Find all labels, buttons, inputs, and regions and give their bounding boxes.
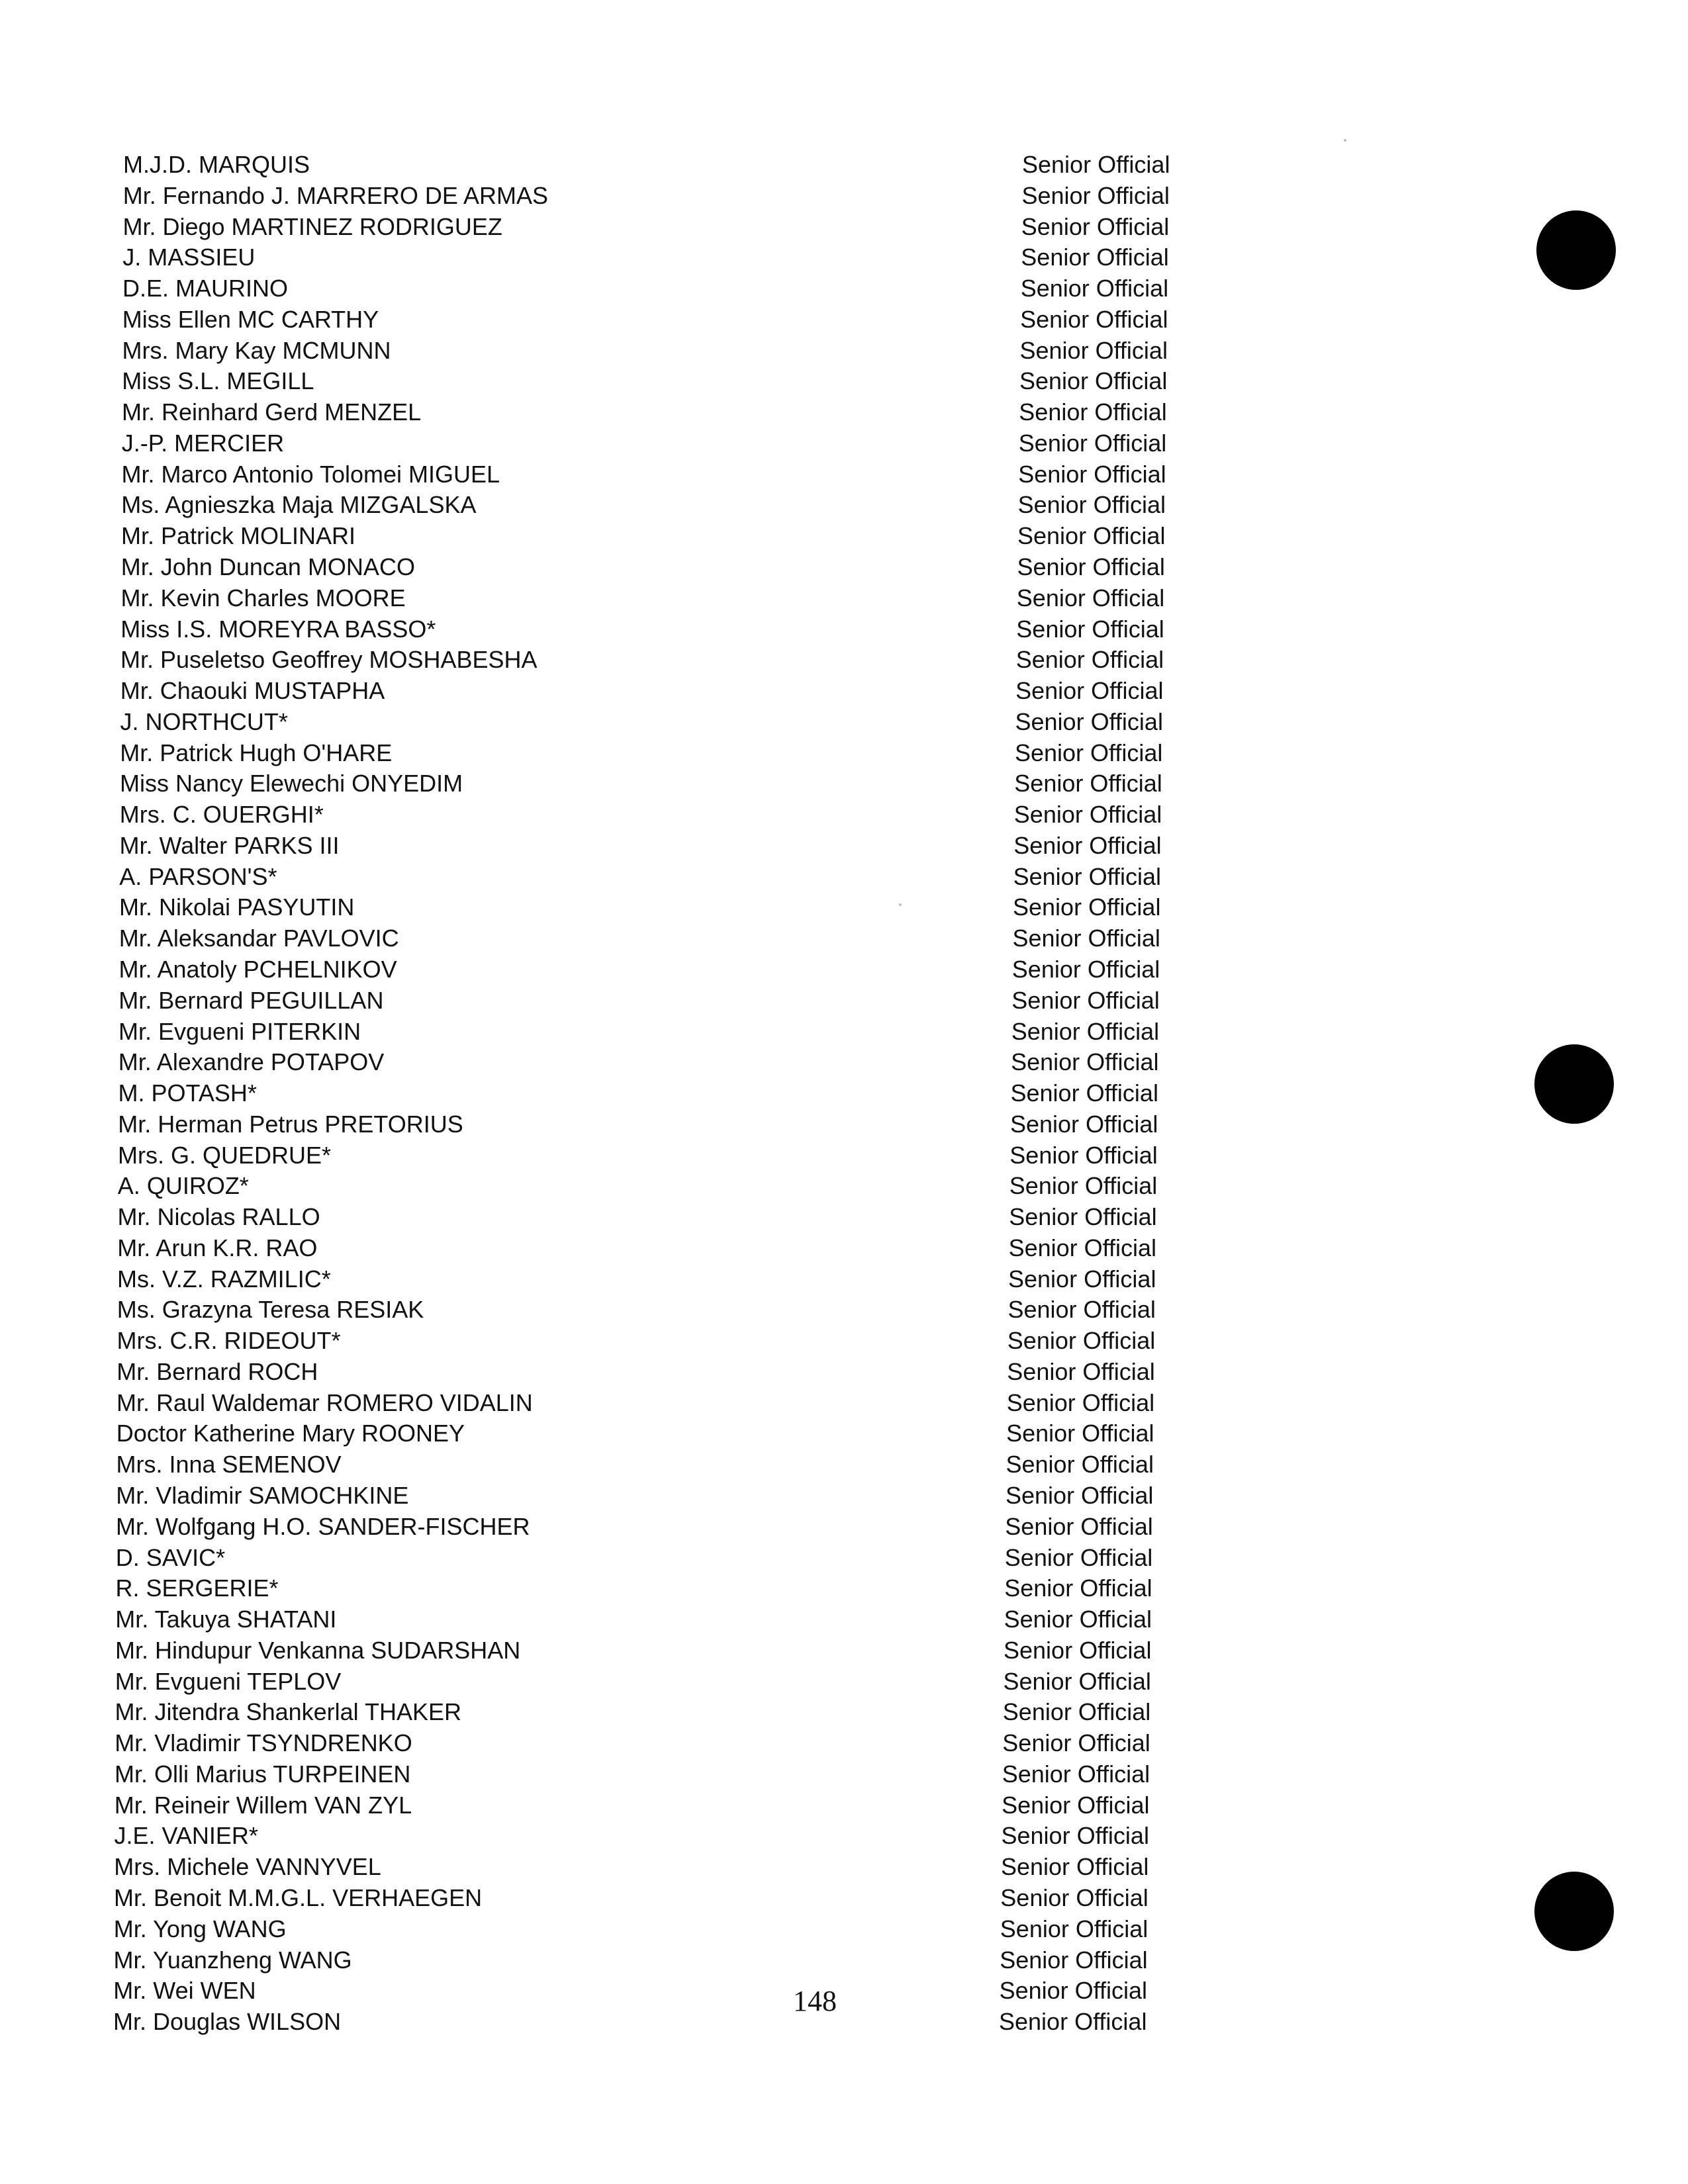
person-name: Mr. Bernard ROCH bbox=[117, 1357, 318, 1385]
person-name: Ms. V.Z. RAZMILIC* bbox=[117, 1265, 331, 1293]
punch-hole-top bbox=[1536, 210, 1616, 290]
person-title: Senior Official bbox=[1000, 1915, 1149, 1942]
person-title: Senior Official bbox=[1011, 986, 1160, 1014]
person-name: D.E. MAURINO bbox=[122, 275, 289, 302]
person-name: Mr. Bernard PEGUILLAN bbox=[118, 986, 384, 1014]
roster-row bbox=[119, 892, 1244, 923]
scan-speck bbox=[1344, 139, 1346, 142]
roster-row bbox=[117, 1295, 1243, 1325]
person-name: D. SAVIC* bbox=[115, 1543, 226, 1571]
punch-hole-middle bbox=[1534, 1044, 1614, 1124]
person-name: Ms. Agnieszka Maja MIZGALSKA bbox=[121, 491, 477, 519]
roster-row bbox=[119, 862, 1244, 892]
person-name: Mr. Chaouki MUSTAPHA bbox=[120, 677, 385, 704]
person-title: Senior Official bbox=[1011, 955, 1160, 983]
person-name: Mr. Nikolai PASYUTIN bbox=[119, 893, 355, 921]
roster-row bbox=[118, 1171, 1243, 1201]
person-name: Mr. Yuanzheng WANG bbox=[113, 1946, 352, 1974]
person-name: Ms. Grazyna Teresa RESIAK bbox=[117, 1296, 424, 1324]
person-name: Mr. Marco Antonio Tolomei MIGUEL bbox=[121, 460, 500, 488]
person-name: Mr. Wolfgang H.O. SANDER-FISCHER bbox=[116, 1512, 530, 1540]
person-title: Senior Official bbox=[1018, 460, 1166, 488]
person-title: Senior Official bbox=[1005, 1482, 1154, 1509]
roster-row bbox=[115, 1759, 1240, 1790]
person-title: Senior Official bbox=[1021, 212, 1170, 240]
person-name: J. NORTHCUT* bbox=[120, 707, 288, 735]
roster-row bbox=[120, 707, 1246, 737]
roster-row bbox=[122, 397, 1247, 428]
person-name: J.-P. MERCIER bbox=[121, 429, 285, 457]
person-title: Senior Official bbox=[1012, 925, 1160, 952]
person-name: Mr. Diego MARTINEZ RODRIGUEZ bbox=[122, 212, 502, 240]
person-name: A. QUIROZ* bbox=[117, 1172, 249, 1200]
person-title: Senior Official bbox=[1006, 1388, 1155, 1416]
roster-row bbox=[115, 1728, 1240, 1758]
person-title: Senior Official bbox=[1014, 739, 1163, 766]
person-title: Senior Official bbox=[1001, 1822, 1149, 1850]
roster-row bbox=[117, 1233, 1243, 1263]
roster-row bbox=[120, 768, 1245, 799]
roster-row bbox=[122, 428, 1247, 459]
roster-row bbox=[117, 1357, 1242, 1387]
roster-row bbox=[118, 1109, 1243, 1140]
roster-row bbox=[117, 1449, 1242, 1480]
roster-row bbox=[121, 552, 1246, 582]
person-title: Senior Official bbox=[1013, 801, 1162, 829]
person-name: M.J.D. MARQUIS bbox=[123, 151, 310, 178]
person-name: Mrs. Michele VANNYVEL bbox=[114, 1853, 381, 1881]
roster-row bbox=[121, 521, 1246, 551]
roster-row bbox=[115, 1697, 1241, 1727]
person-title: Senior Official bbox=[1017, 491, 1166, 519]
person-name: Mr. Alexandre POTAPOV bbox=[118, 1048, 385, 1076]
person-title: Senior Official bbox=[1004, 1636, 1152, 1664]
roster-row bbox=[122, 336, 1248, 366]
person-name: Mr. Nicolas RALLO bbox=[117, 1203, 320, 1231]
roster-row bbox=[114, 1852, 1239, 1882]
person-title: Senior Official bbox=[1015, 707, 1163, 735]
person-name: Miss Ellen MC CARTHY bbox=[122, 305, 379, 333]
roster-row bbox=[115, 1821, 1240, 1851]
person-title: Senior Official bbox=[1020, 275, 1169, 302]
person-name: Mr. Puseletso Geoffrey MOSHABESHA bbox=[120, 646, 538, 674]
person-title: Senior Official bbox=[1013, 862, 1162, 890]
person-title: Senior Official bbox=[1021, 181, 1170, 209]
person-name: Mr. Wei WEN bbox=[113, 1977, 256, 2005]
roster-row bbox=[122, 273, 1248, 304]
roster-row bbox=[120, 831, 1245, 861]
person-name: Mr. Evgueni PITERKIN bbox=[118, 1017, 361, 1045]
roster-row bbox=[115, 1790, 1240, 1821]
roster-row bbox=[118, 1078, 1244, 1109]
person-title: Senior Official bbox=[1011, 1048, 1159, 1076]
person-title: Senior Official bbox=[1006, 1420, 1154, 1447]
person-name: Mrs. C. OUERGHI* bbox=[119, 801, 324, 829]
person-title: Senior Official bbox=[1020, 305, 1168, 333]
roster-row bbox=[113, 1976, 1239, 2006]
roster-row bbox=[116, 1480, 1241, 1511]
person-title: Senior Official bbox=[1009, 1172, 1158, 1200]
person-title: Senior Official bbox=[1004, 1606, 1152, 1633]
person-name: Mrs. C.R. RIDEOUT* bbox=[117, 1327, 341, 1355]
roster-row bbox=[115, 1666, 1241, 1697]
person-name: Mr. Anatoly PCHELNIKOV bbox=[118, 955, 397, 983]
roster-row bbox=[118, 1017, 1244, 1047]
person-title: Senior Official bbox=[1019, 336, 1168, 364]
person-title: Senior Official bbox=[1002, 1791, 1150, 1819]
person-title: Senior Official bbox=[1005, 1512, 1153, 1540]
roster-row bbox=[123, 150, 1248, 180]
roster-row bbox=[113, 2007, 1239, 2037]
roster-row bbox=[119, 923, 1244, 954]
person-name: Mr. John Duncan MONACO bbox=[120, 553, 415, 580]
roster-row bbox=[122, 242, 1248, 273]
person-name: Mr. Yong WANG bbox=[113, 1915, 287, 1942]
person-title: Senior Official bbox=[1011, 1017, 1160, 1045]
roster-row bbox=[122, 304, 1248, 335]
person-name: Mr. Benoit M.M.G.L. VERHAEGEN bbox=[114, 1884, 483, 1911]
roster-row bbox=[116, 1543, 1241, 1573]
roster-row bbox=[114, 1883, 1239, 1913]
person-name: Miss I.S. MOREYRA BASSO* bbox=[120, 615, 436, 643]
person-title: Senior Official bbox=[1009, 1203, 1157, 1231]
person-title: Senior Official bbox=[1021, 244, 1169, 271]
person-title: Senior Official bbox=[1019, 367, 1168, 395]
person-name: Mr. Takuya SHATANI bbox=[115, 1606, 337, 1633]
person-title: Senior Official bbox=[1007, 1327, 1156, 1355]
person-name: J.E. VANIER* bbox=[114, 1822, 258, 1850]
roster-row bbox=[122, 459, 1247, 490]
person-name: Mrs. G. QUEDRUE* bbox=[118, 1141, 332, 1169]
person-name: Mr. Patrick Hugh O'HARE bbox=[120, 739, 393, 766]
person-title: Senior Official bbox=[1003, 1667, 1151, 1695]
roster-row bbox=[114, 1914, 1239, 1944]
person-title: Senior Official bbox=[1004, 1543, 1153, 1571]
person-name: Mr. Evgueni TEPLOV bbox=[115, 1667, 342, 1695]
page-number: 148 bbox=[793, 1985, 837, 2017]
person-name: Mr. Vladimir TSYNDRENKO bbox=[115, 1729, 412, 1757]
roster-row bbox=[119, 954, 1244, 985]
person-title: Senior Official bbox=[1013, 831, 1162, 859]
roster-row bbox=[117, 1264, 1243, 1295]
roster-row bbox=[120, 645, 1246, 675]
roster-row bbox=[121, 583, 1246, 614]
person-name: Mr. Fernando J. MARRERO DE ARMAS bbox=[122, 181, 548, 209]
person-title: Senior Official bbox=[1000, 1884, 1149, 1911]
person-title: Senior Official bbox=[1022, 151, 1170, 178]
roster-row bbox=[120, 676, 1246, 706]
person-name: Mrs. Inna SEMENOV bbox=[116, 1451, 342, 1479]
roster-row bbox=[117, 1326, 1243, 1356]
person-title: Senior Official bbox=[1014, 770, 1162, 797]
person-name: Mr. Kevin Charles MOORE bbox=[120, 584, 406, 612]
roster-row bbox=[121, 490, 1246, 520]
person-name: Mrs. Mary Kay MCMUNN bbox=[122, 336, 391, 364]
roster-row bbox=[123, 181, 1248, 211]
person-name: Miss S.L. MEGILL bbox=[122, 367, 314, 395]
roster-row bbox=[114, 1945, 1239, 1976]
roster-row bbox=[116, 1512, 1241, 1542]
person-name: Mr. Arun K.R. RAO bbox=[117, 1234, 318, 1261]
roster-row bbox=[116, 1573, 1241, 1604]
person-name: Doctor Katherine Mary ROONEY bbox=[116, 1420, 465, 1447]
scan-speck bbox=[899, 903, 902, 906]
person-title: Senior Official bbox=[1004, 1574, 1152, 1602]
person-title: Senior Official bbox=[1008, 1296, 1156, 1324]
person-title: Senior Official bbox=[1002, 1729, 1150, 1757]
roster-row bbox=[123, 212, 1248, 242]
roster-row bbox=[120, 614, 1246, 645]
person-name: Mr. Vladimir SAMOCHKINE bbox=[116, 1482, 409, 1509]
person-name: R. SERGERIE* bbox=[115, 1574, 279, 1602]
person-title: Senior Official bbox=[1016, 615, 1164, 643]
person-title: Senior Official bbox=[1009, 1110, 1158, 1138]
person-name: A. PARSON'S* bbox=[119, 862, 277, 890]
person-title: Senior Official bbox=[999, 1977, 1148, 2005]
person-title: Senior Official bbox=[1015, 646, 1164, 674]
roster-row bbox=[118, 1140, 1243, 1171]
person-title: Senior Official bbox=[999, 2008, 1147, 2035]
person-name: M. POTASH* bbox=[118, 1079, 257, 1107]
person-title: Senior Official bbox=[1000, 1946, 1148, 1974]
person-title: Senior Official bbox=[1017, 553, 1165, 580]
person-name: Mr. Douglas WILSON bbox=[113, 2008, 342, 2035]
person-name: Mr. Reinhard Gerd MENZEL bbox=[122, 398, 422, 426]
person-name: Miss Nancy Elewechi ONYEDIM bbox=[120, 770, 463, 797]
person-name: Mr. Reineir Willem VAN ZYL bbox=[114, 1791, 412, 1819]
punch-hole-bottom bbox=[1534, 1872, 1614, 1951]
roster-row bbox=[117, 1418, 1242, 1449]
person-name: Mr. Olli Marius TURPEINEN bbox=[115, 1760, 411, 1788]
person-title: Senior Official bbox=[1008, 1265, 1156, 1293]
person-title: Senior Official bbox=[1002, 1760, 1150, 1788]
person-title: Senior Official bbox=[1010, 1079, 1158, 1107]
roster-row bbox=[115, 1635, 1241, 1666]
person-title: Senior Official bbox=[1015, 677, 1164, 704]
roster-row bbox=[118, 1202, 1243, 1232]
person-name: Mr. Raul Waldemar ROMERO VIDALIN bbox=[117, 1388, 533, 1416]
person-name: Mr. Hindupur Venkanna SUDARSHAN bbox=[115, 1636, 521, 1664]
person-title: Senior Official bbox=[1016, 584, 1165, 612]
person-title: Senior Official bbox=[1013, 893, 1161, 921]
roster-row bbox=[115, 1604, 1241, 1635]
person-name: Mr. Walter PARKS III bbox=[119, 831, 340, 859]
person-name: Mr. Jitendra Shankerlal THAKER bbox=[115, 1698, 462, 1726]
roster-row bbox=[120, 799, 1245, 830]
person-title: Senior Official bbox=[1000, 1853, 1149, 1881]
person-title: Senior Official bbox=[1009, 1141, 1158, 1169]
person-name: J. MASSIEU bbox=[122, 244, 256, 271]
person-title: Senior Official bbox=[1008, 1234, 1157, 1261]
person-name: Mr. Aleksandar PAVLOVIC bbox=[118, 925, 399, 952]
roster-row bbox=[118, 1047, 1244, 1077]
roster-row bbox=[122, 366, 1247, 396]
person-title: Senior Official bbox=[1017, 522, 1166, 550]
person-title: Senior Official bbox=[1007, 1357, 1155, 1385]
roster-row bbox=[118, 985, 1244, 1016]
person-title: Senior Official bbox=[1018, 429, 1167, 457]
roster-row bbox=[120, 738, 1245, 768]
person-name: Mr. Patrick MOLINARI bbox=[121, 522, 356, 550]
roster-row bbox=[117, 1388, 1242, 1418]
person-name: Mr. Herman Petrus PRETORIUS bbox=[118, 1110, 463, 1138]
person-title: Senior Official bbox=[1002, 1698, 1151, 1726]
person-title: Senior Official bbox=[1019, 398, 1167, 426]
person-title: Senior Official bbox=[1006, 1451, 1154, 1479]
